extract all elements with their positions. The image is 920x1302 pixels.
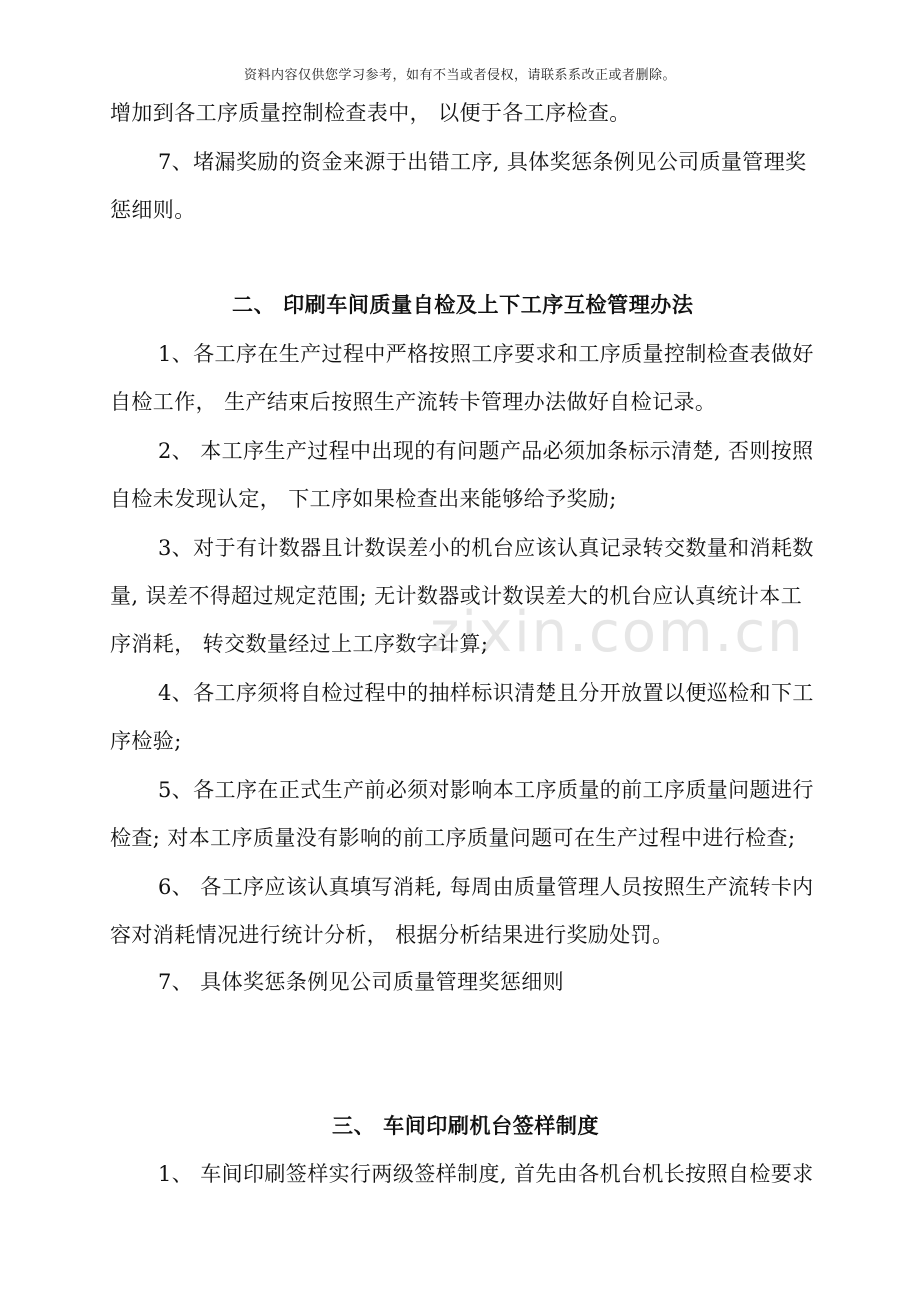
- section1-continued-line: 增加到各工序质量控制检查表中， 以便于各工序检查。: [110, 101, 631, 125]
- header-disclaimer: 资料内容仅供您学习参考，如有不当或者侵权，请联系系改正或者删除。: [243, 68, 676, 83]
- section2-heading: 二、 印刷车间质量自检及上下工序互检管理办法: [232, 292, 694, 317]
- section1-item7-line1: 7、堵漏奖励的资金来源于出错工序, 具体奖惩条例见公司质量管理奖: [158, 150, 807, 174]
- section3-item1-line1: 1、 车间印刷签样实行两级签样制度, 首先由各机台机长按照自检要求: [158, 1162, 814, 1186]
- section2-item2-line2: 自检未发现认定， 下工序如果检查出来能够给予奖励;: [110, 487, 617, 511]
- watermark: zixin.com.cn: [430, 600, 805, 665]
- section1-item7-line2: 惩细则。: [110, 198, 196, 222]
- section2-item5-line1: 5、各工序在正式生产前必须对影响本工序质量的前工序质量问题进行: [158, 778, 814, 802]
- section2-item4-line2: 序检验;: [110, 729, 182, 753]
- section2-item3-line2: 量, 误差不得超过规定范围; 无计数器或计数误差大的机台应认真统计本工: [110, 584, 803, 608]
- section2-item1-line1: 1、各工序在生产过程中严格按照工序要求和工序质量控制检查表做好: [158, 342, 814, 366]
- section2-item4-line1: 4、各工序须将自检过程中的抽样标识清楚且分开放置以便巡检和下工: [158, 681, 814, 705]
- section3-heading: 三、 车间印刷机台签样制度: [332, 1113, 600, 1138]
- section2-item2-line1: 2、 本工序生产过程中出现的有问题产品必须加条标示清楚, 否则按照: [158, 439, 814, 463]
- section2-item6-line2: 容对消耗情况进行统计分析， 根据分析结果进行奖励处罚。: [110, 923, 674, 947]
- section2-item3-line3: 序消耗， 转交数量经过上工序数字计算;: [110, 632, 489, 656]
- section2-item6-line1: 6、 各工序应该认真填写消耗, 每周由质量管理人员按照生产流转卡内: [158, 875, 814, 899]
- section2-item5-line2: 检查; 对本工序质量没有影响的前工序质量问题可在生产过程中进行检查;: [110, 826, 796, 850]
- section2-item1-line2: 自检工作， 生产结束后按照生产流转卡管理办法做好自检记录。: [110, 390, 717, 414]
- section2-item7-line1: 7、 具体奖惩条例见公司质量管理奖惩细则: [158, 970, 565, 994]
- section2-item3-line1: 3、对于有计数器且计数误差小的机台应该认真记录转交数量和消耗数: [158, 536, 814, 560]
